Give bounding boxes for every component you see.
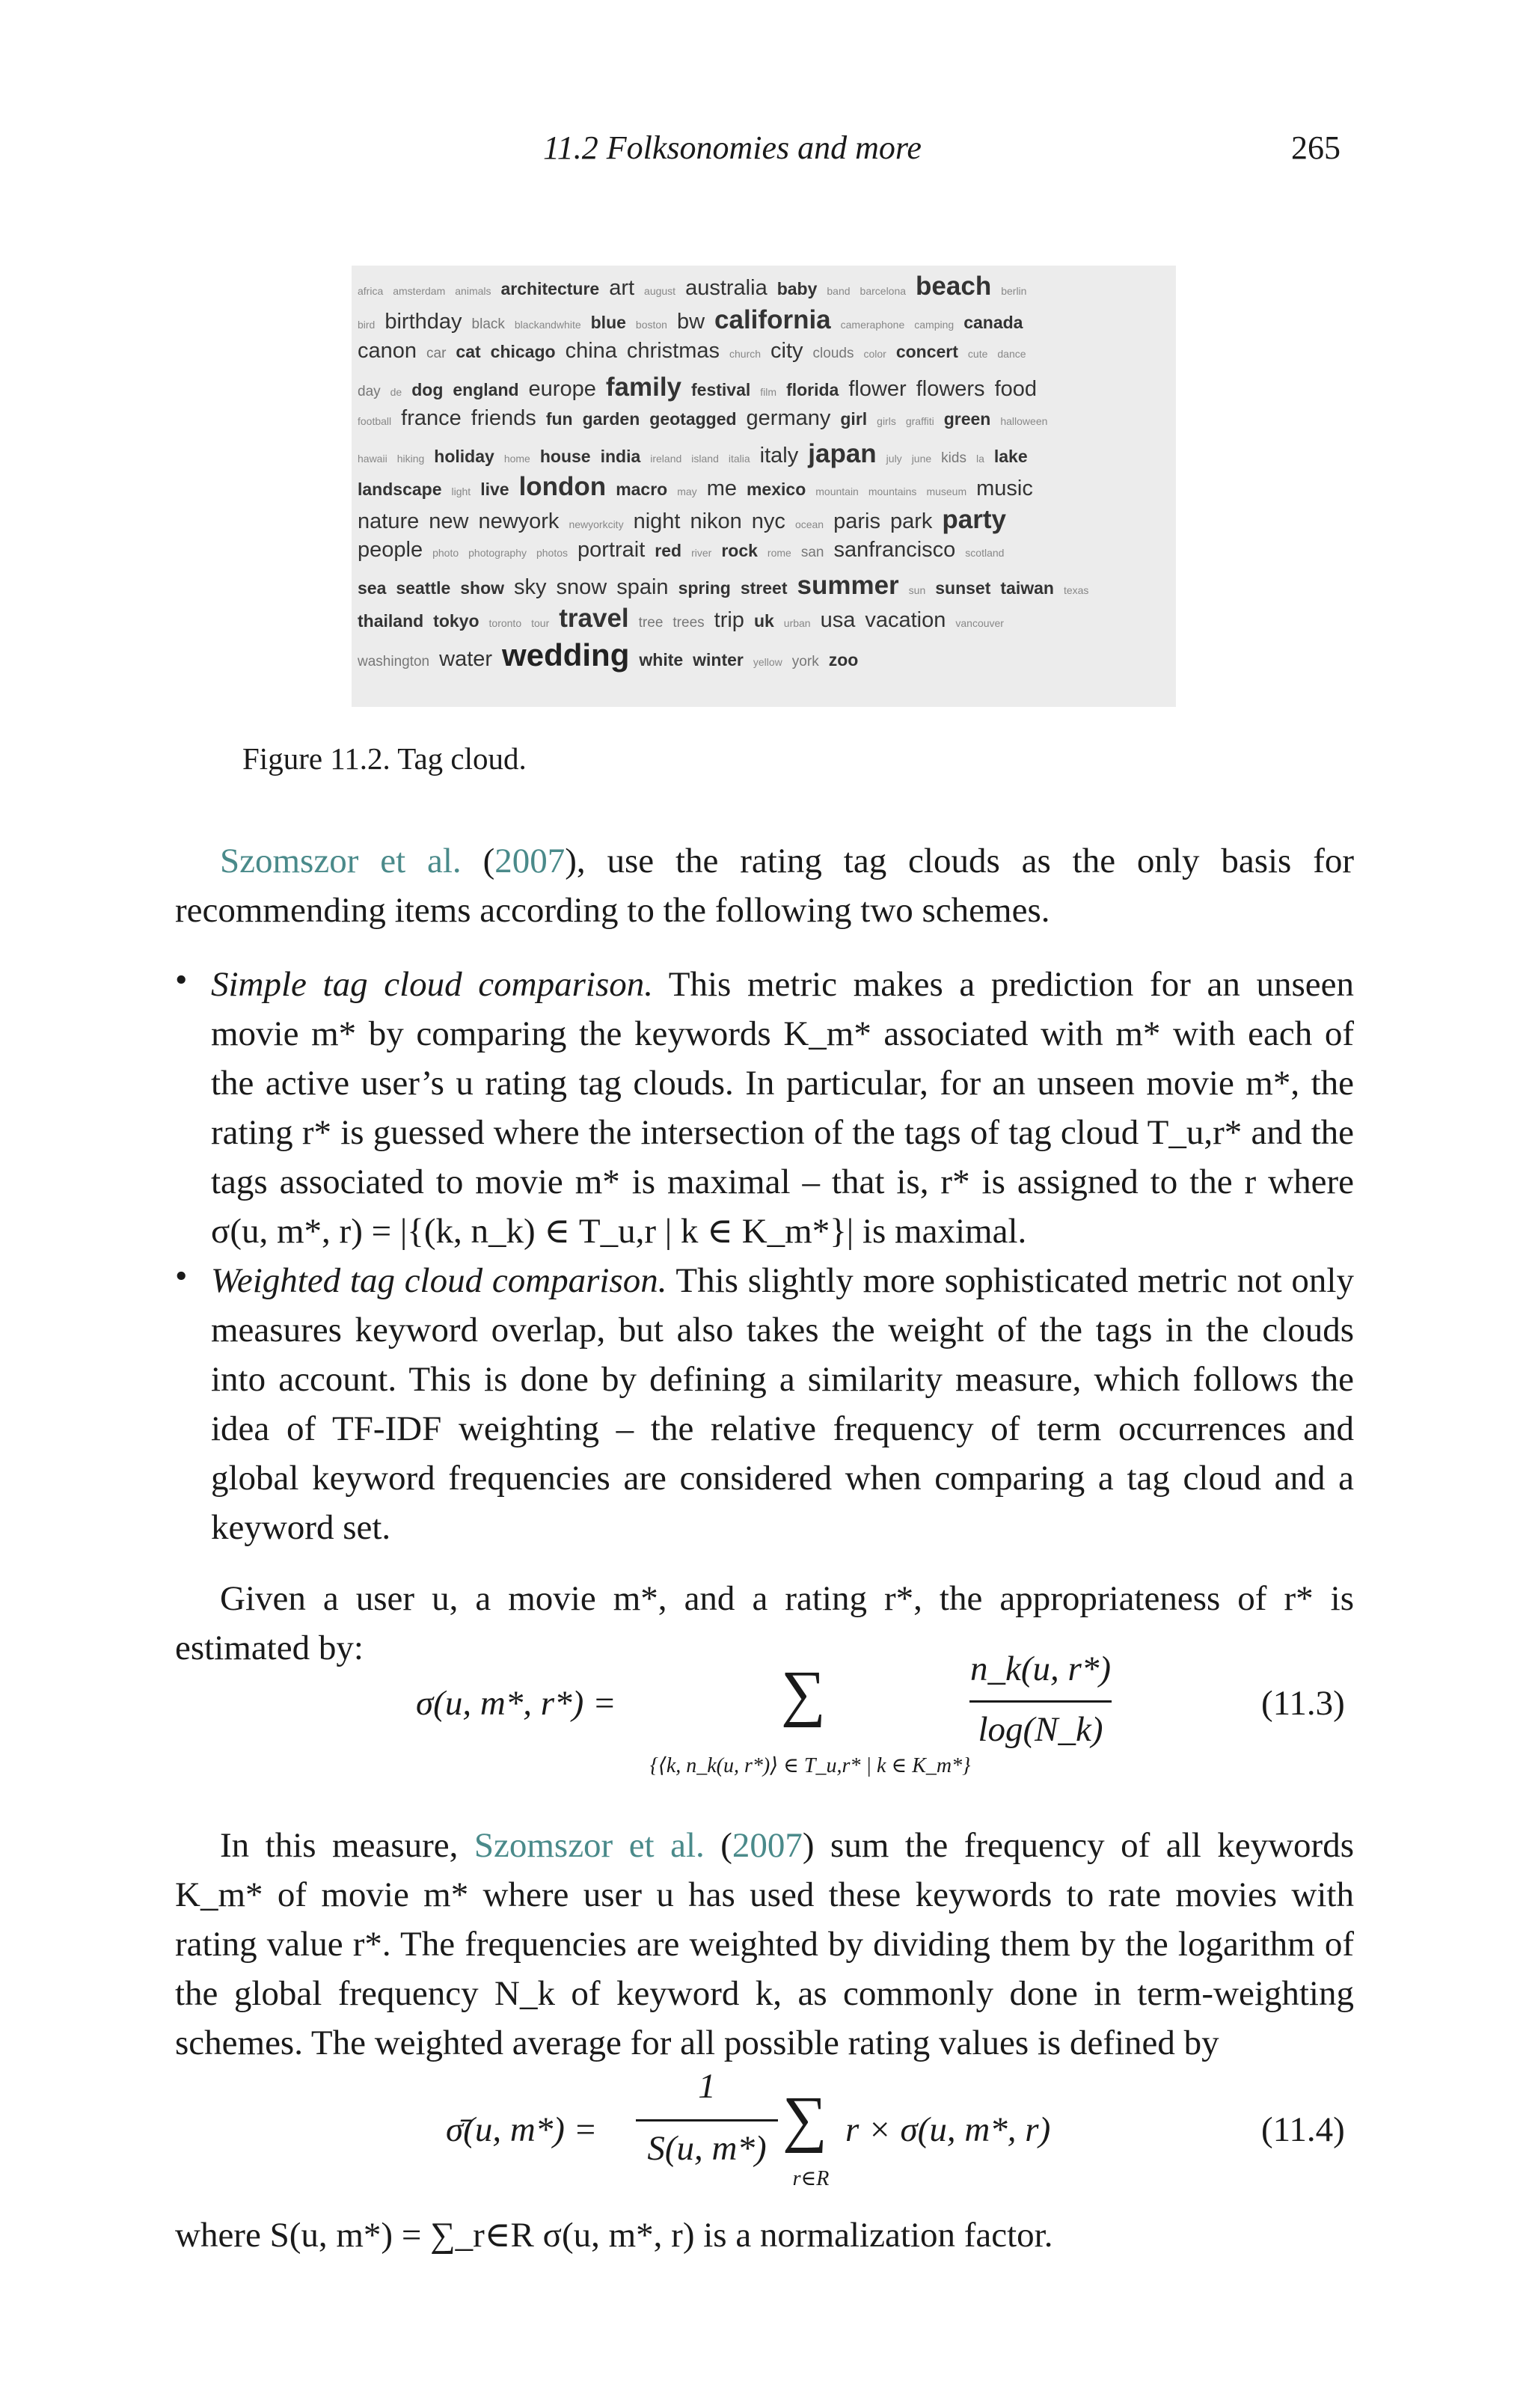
- paragraph-intro-rest: ), use the rating tag clouds as the only basis for recommending items according to the following two schemes.: [175, 842, 1355, 930]
- tag-august: august: [644, 285, 676, 297]
- tag-italia: italia: [728, 453, 750, 465]
- tag-tokyo: tokyo: [433, 611, 479, 631]
- tag-birthday: birthday: [384, 310, 462, 334]
- tag-may: may: [677, 485, 697, 497]
- tag-trees: trees: [672, 615, 705, 631]
- tag-york: york: [791, 654, 819, 670]
- fraction-bar: [636, 2119, 778, 2121]
- tag-ocean: ocean: [794, 518, 824, 530]
- tag-photo: photo: [432, 547, 459, 559]
- tag-cloud-line: [358, 474, 1043, 500]
- tag-light: light: [451, 485, 471, 497]
- tag-rock: rock: [721, 541, 758, 560]
- tag-sanfrancisco: sanfrancisco: [833, 538, 956, 562]
- tag-art: art: [609, 276, 635, 300]
- tag-california: california: [714, 305, 831, 334]
- tag-band: band: [827, 285, 851, 297]
- tag-boston: boston: [635, 319, 667, 331]
- tag-landscape: landscape: [358, 480, 442, 499]
- figure-caption: Figure 11.2. Tag cloud.: [242, 741, 527, 776]
- tag-tour: tour: [531, 617, 550, 629]
- tag-taiwan: taiwan: [1000, 578, 1054, 598]
- bullet-simple-comparison: [211, 960, 1354, 1256]
- tag-trip: trip: [714, 608, 744, 632]
- citation-year-link[interactable]: 2007: [732, 1826, 803, 1865]
- tag-mountain: mountain: [815, 485, 859, 497]
- summation-sign: ∑: [782, 2084, 827, 2154]
- equation-11-4-rhs: r × σ(u, m*, r): [845, 2110, 1051, 2149]
- tag-barcelona: barcelona: [860, 285, 907, 297]
- tag-blackandwhite: blackandwhite: [514, 319, 581, 331]
- tag-party: party: [942, 505, 1006, 534]
- equation-11-3-lhs: σ(u, m*, r*) =: [416, 1684, 616, 1723]
- tag-garden: garden: [582, 409, 640, 429]
- tag-vancouver: vancouver: [955, 617, 1004, 629]
- tag-tree: tree: [638, 615, 664, 631]
- tag-uk: uk: [753, 611, 774, 631]
- citation-author-link[interactable]: Szomszor et al.: [220, 842, 462, 880]
- tag-england: england: [453, 380, 519, 399]
- paragraph-measure-rest: ) sum the frequency of all keywords K_m* of movie m* where user u has used these keywords to rate movies with rating value r*. The frequencies are weighted by dividing them by the logarithm of the global frequency N_k of keyword k, as commonly done in term-weighting schemes. The weighted average for all possible rating values is defined by: [175, 1826, 1354, 2062]
- equation-number-11-4: (11.4): [1261, 2110, 1345, 2149]
- tag-photos: photos: [536, 547, 569, 559]
- tag-live: live: [480, 480, 509, 499]
- tag-ireland: ireland: [650, 453, 682, 465]
- tag-me: me: [706, 477, 737, 500]
- tag-animals: animals: [455, 285, 491, 297]
- tag-bw: bw: [676, 310, 705, 334]
- equation-number-11-3: (11.3): [1261, 1684, 1345, 1723]
- tag-macro: macro: [616, 480, 668, 499]
- tag-color: color: [863, 348, 886, 360]
- running-title: 11.2 Folksonomies and more: [543, 129, 922, 166]
- tag-concert: concert: [895, 342, 958, 361]
- tag-day: day: [358, 384, 381, 399]
- tag-paris: paris: [833, 509, 880, 533]
- tag-europe: europe: [528, 377, 596, 401]
- tag-june: june: [911, 453, 932, 465]
- equation-11-3-denominator: log(N_k): [978, 1710, 1103, 1749]
- tag-thailand: thailand: [358, 611, 424, 631]
- bullet-body: This metric makes a prediction for an unseen movie m* by comparing the keywords K_m* associated with m* with each of the active user’s u rating tag clouds. In particular, for an unseen movie m*, the rating r* is guessed where the intersection of the tags of tag cloud T_u,r* and the tags associated to movie m* is maximal – that is, r* is assigned to the r where σ(u, m*, r) = |{(k, n_k) ∈ T_u,r | k ∈ K_m*}| is maximal.: [211, 965, 1354, 1251]
- equation-11-4-lhs: σ̄(u, m*) =: [446, 2110, 598, 2149]
- tag-australia: australia: [685, 276, 767, 300]
- tag-festival: festival: [691, 380, 751, 399]
- tag-food: food: [994, 377, 1038, 401]
- tag-sunset: sunset: [935, 578, 991, 598]
- tag-show: show: [460, 578, 505, 598]
- tag-japan: japan: [808, 439, 877, 468]
- tag-cloud-line: [358, 273, 1036, 299]
- fraction-bar: [969, 1700, 1112, 1703]
- tag-home: home: [503, 453, 530, 465]
- equation-11-4-sum-index: r∈R: [792, 2167, 830, 2190]
- tag-spain: spain: [616, 575, 669, 599]
- tag-summer: summer: [797, 571, 899, 600]
- tag-toronto: toronto: [488, 617, 522, 629]
- tag-yellow: yellow: [753, 656, 782, 668]
- tag-mexico: mexico: [746, 480, 806, 499]
- tag-cloud-line: [358, 572, 1098, 598]
- tag-cloud-line: [358, 506, 1016, 533]
- bullet-symbol: •: [175, 961, 188, 999]
- tag-san: san: [800, 545, 824, 560]
- tag-canon: canon: [358, 339, 417, 363]
- tag-cloud-line: [358, 637, 868, 673]
- tag-photography: photography: [468, 547, 527, 559]
- tag-nature: nature: [358, 509, 420, 533]
- tag-cloud-line: [358, 539, 1014, 561]
- tag-vacation: vacation: [865, 608, 946, 632]
- tag-cloud-line: [358, 307, 1032, 333]
- tag-film: film: [760, 386, 777, 398]
- tag-france: france: [401, 406, 462, 430]
- citation-author-link[interactable]: Szomszor et al.: [474, 1826, 705, 1865]
- tag-night: night: [633, 509, 681, 533]
- bullet-title: Simple tag cloud comparison.: [211, 965, 653, 1004]
- equation-11-4-denominator: S(u, m*): [647, 2129, 767, 2168]
- tag-fun: fun: [545, 409, 573, 429]
- tag-water: water: [439, 647, 493, 671]
- tag-park: park: [889, 509, 933, 533]
- tag-girl: girl: [840, 409, 868, 429]
- tag-bird: bird: [358, 319, 376, 331]
- paragraph-measure: [175, 1821, 1354, 2068]
- tag-africa: africa: [358, 285, 384, 297]
- paragraph-normalization: where S(u, m*) = ∑_r∈R σ(u, m*, r) is a normalization factor.: [175, 2216, 1053, 2255]
- summation-sign: ∑: [781, 1658, 826, 1728]
- tag-church: church: [729, 348, 762, 360]
- tag-portrait: portrait: [577, 538, 646, 562]
- bullet-title: Weighted tag cloud comparison.: [211, 1261, 667, 1300]
- citation-year-link[interactable]: 2007: [494, 842, 566, 880]
- tag-dog: dog: [411, 380, 444, 399]
- tag-nikon: nikon: [690, 509, 742, 533]
- bullet-weighted-comparison: [211, 1256, 1354, 1552]
- tag-chicago: chicago: [490, 342, 556, 361]
- tag-music: music: [976, 477, 1033, 500]
- tag-urban: urban: [783, 617, 811, 629]
- tag-cloud-figure: [352, 266, 1176, 707]
- citation-paren: (: [704, 1826, 732, 1865]
- tag-holiday: holiday: [434, 447, 494, 466]
- tag-new: new: [429, 509, 469, 533]
- tag-newyorkcity: newyorkcity: [569, 518, 624, 530]
- tag-camping: camping: [914, 319, 955, 331]
- tag-zoo: zoo: [828, 650, 859, 670]
- bullet-symbol: •: [175, 1257, 188, 1296]
- tag-street: street: [740, 578, 788, 598]
- tag-sun: sun: [908, 584, 926, 596]
- tag-car: car: [426, 346, 447, 361]
- tag-museum: museum: [926, 485, 967, 497]
- tag-newyork: newyork: [478, 509, 560, 533]
- tag-mountains: mountains: [868, 485, 917, 497]
- tag-de: de: [390, 386, 402, 398]
- tag-seattle: seattle: [396, 578, 451, 598]
- tag-christmas: christmas: [626, 339, 720, 363]
- equation-11-3-sum-index: {⟨k, n_k(u, r*)⟩ ∈ T_u,r* | k ∈ K_m*}: [649, 1754, 971, 1777]
- tag-graffiti: graffiti: [905, 415, 934, 427]
- tag-sky: sky: [514, 575, 547, 599]
- tag-cloud-line: [358, 441, 1038, 467]
- tag-people: people: [358, 538, 423, 562]
- tag-kids: kids: [941, 450, 966, 466]
- tag-wedding: wedding: [502, 637, 630, 673]
- tag-halloween: halloween: [1000, 415, 1048, 427]
- tag-rome: rome: [767, 547, 791, 559]
- tag-la: la: [975, 453, 984, 465]
- tag-hawaii: hawaii: [358, 453, 387, 465]
- tag-spring: spring: [678, 578, 731, 598]
- tag-girls: girls: [877, 415, 896, 427]
- tag-travel: travel: [559, 604, 629, 633]
- tag-black: black: [471, 316, 505, 332]
- tag-usa: usa: [820, 608, 856, 632]
- page-number: 265: [1291, 129, 1340, 166]
- paragraph-measure-start: In this measure,: [220, 1826, 474, 1865]
- tag-green: green: [943, 409, 991, 429]
- tag-winter: winter: [693, 650, 744, 670]
- tag-texas: texas: [1063, 584, 1089, 596]
- tag-london: london: [518, 472, 607, 501]
- tag-scotland: scotland: [965, 547, 1005, 559]
- tag-white: white: [639, 650, 684, 670]
- tag-berlin: berlin: [1001, 285, 1027, 297]
- bullet-body: This slightly more sophisticated metric not only measures keyword overlap, but also takes the weight of the tags in the clouds into account. This is done by defining a similarity measure, which follows the idea of TF-IDF weighting – the relative frequency of term occurrences and global keyword frequencies are considered when comparing a tag cloud and a keyword set.: [211, 1261, 1354, 1547]
- tag-river: river: [691, 547, 712, 559]
- tag-washington: washington: [358, 654, 430, 670]
- tag-cat: cat: [456, 342, 481, 361]
- tag-blue: blue: [590, 313, 626, 332]
- tag-india: india: [600, 447, 641, 466]
- paragraph-given: Given a user u, a movie m*, and a rating r*, the appropriateness of r* is estimated by:: [175, 1579, 1354, 1667]
- tag-dance: dance: [997, 348, 1026, 360]
- tag-baby: baby: [776, 279, 818, 298]
- tag-red: red: [655, 541, 682, 560]
- tag-geotagged: geotagged: [649, 409, 737, 429]
- tag-july: july: [886, 453, 902, 465]
- tag-cloud-line: [358, 374, 1047, 400]
- paragraph-intro: [175, 836, 1354, 935]
- equation-11-3-numerator: n_k(u, r*): [970, 1649, 1111, 1688]
- tag-cloud-line: [358, 340, 1036, 362]
- tag-island: island: [691, 453, 719, 465]
- tag-architecture: architecture: [500, 279, 600, 298]
- tag-amsterdam: amsterdam: [393, 285, 446, 297]
- tag-flowers: flowers: [916, 377, 985, 401]
- tag-cloud-line: [358, 408, 1057, 429]
- tag-germany: germany: [746, 406, 831, 430]
- tag-city: city: [770, 339, 803, 363]
- tag-hiking: hiking: [396, 453, 425, 465]
- tag-nyc: nyc: [751, 509, 785, 533]
- tag-china: china: [565, 339, 617, 363]
- tag-canada: canada: [963, 313, 1023, 332]
- tag-clouds: clouds: [812, 346, 854, 361]
- tag-friends: friends: [471, 406, 536, 430]
- citation-paren: (: [482, 842, 495, 880]
- tag-cute: cute: [967, 348, 988, 360]
- tag-football: football: [358, 415, 392, 427]
- tag-snow: snow: [556, 575, 607, 599]
- tag-italy: italy: [759, 444, 799, 468]
- tag-flower: flower: [848, 377, 907, 401]
- tag-family: family: [605, 373, 682, 402]
- tag-house: house: [539, 447, 591, 466]
- tag-lake: lake: [993, 447, 1028, 466]
- equation-11-4-numerator: 1: [698, 2067, 716, 2106]
- tag-sea: sea: [358, 578, 387, 598]
- tag-cloud-line: [358, 605, 1014, 631]
- tag-florida: florida: [786, 380, 839, 399]
- tag-cameraphone: cameraphone: [840, 319, 905, 331]
- tag-beach: beach: [916, 272, 992, 301]
